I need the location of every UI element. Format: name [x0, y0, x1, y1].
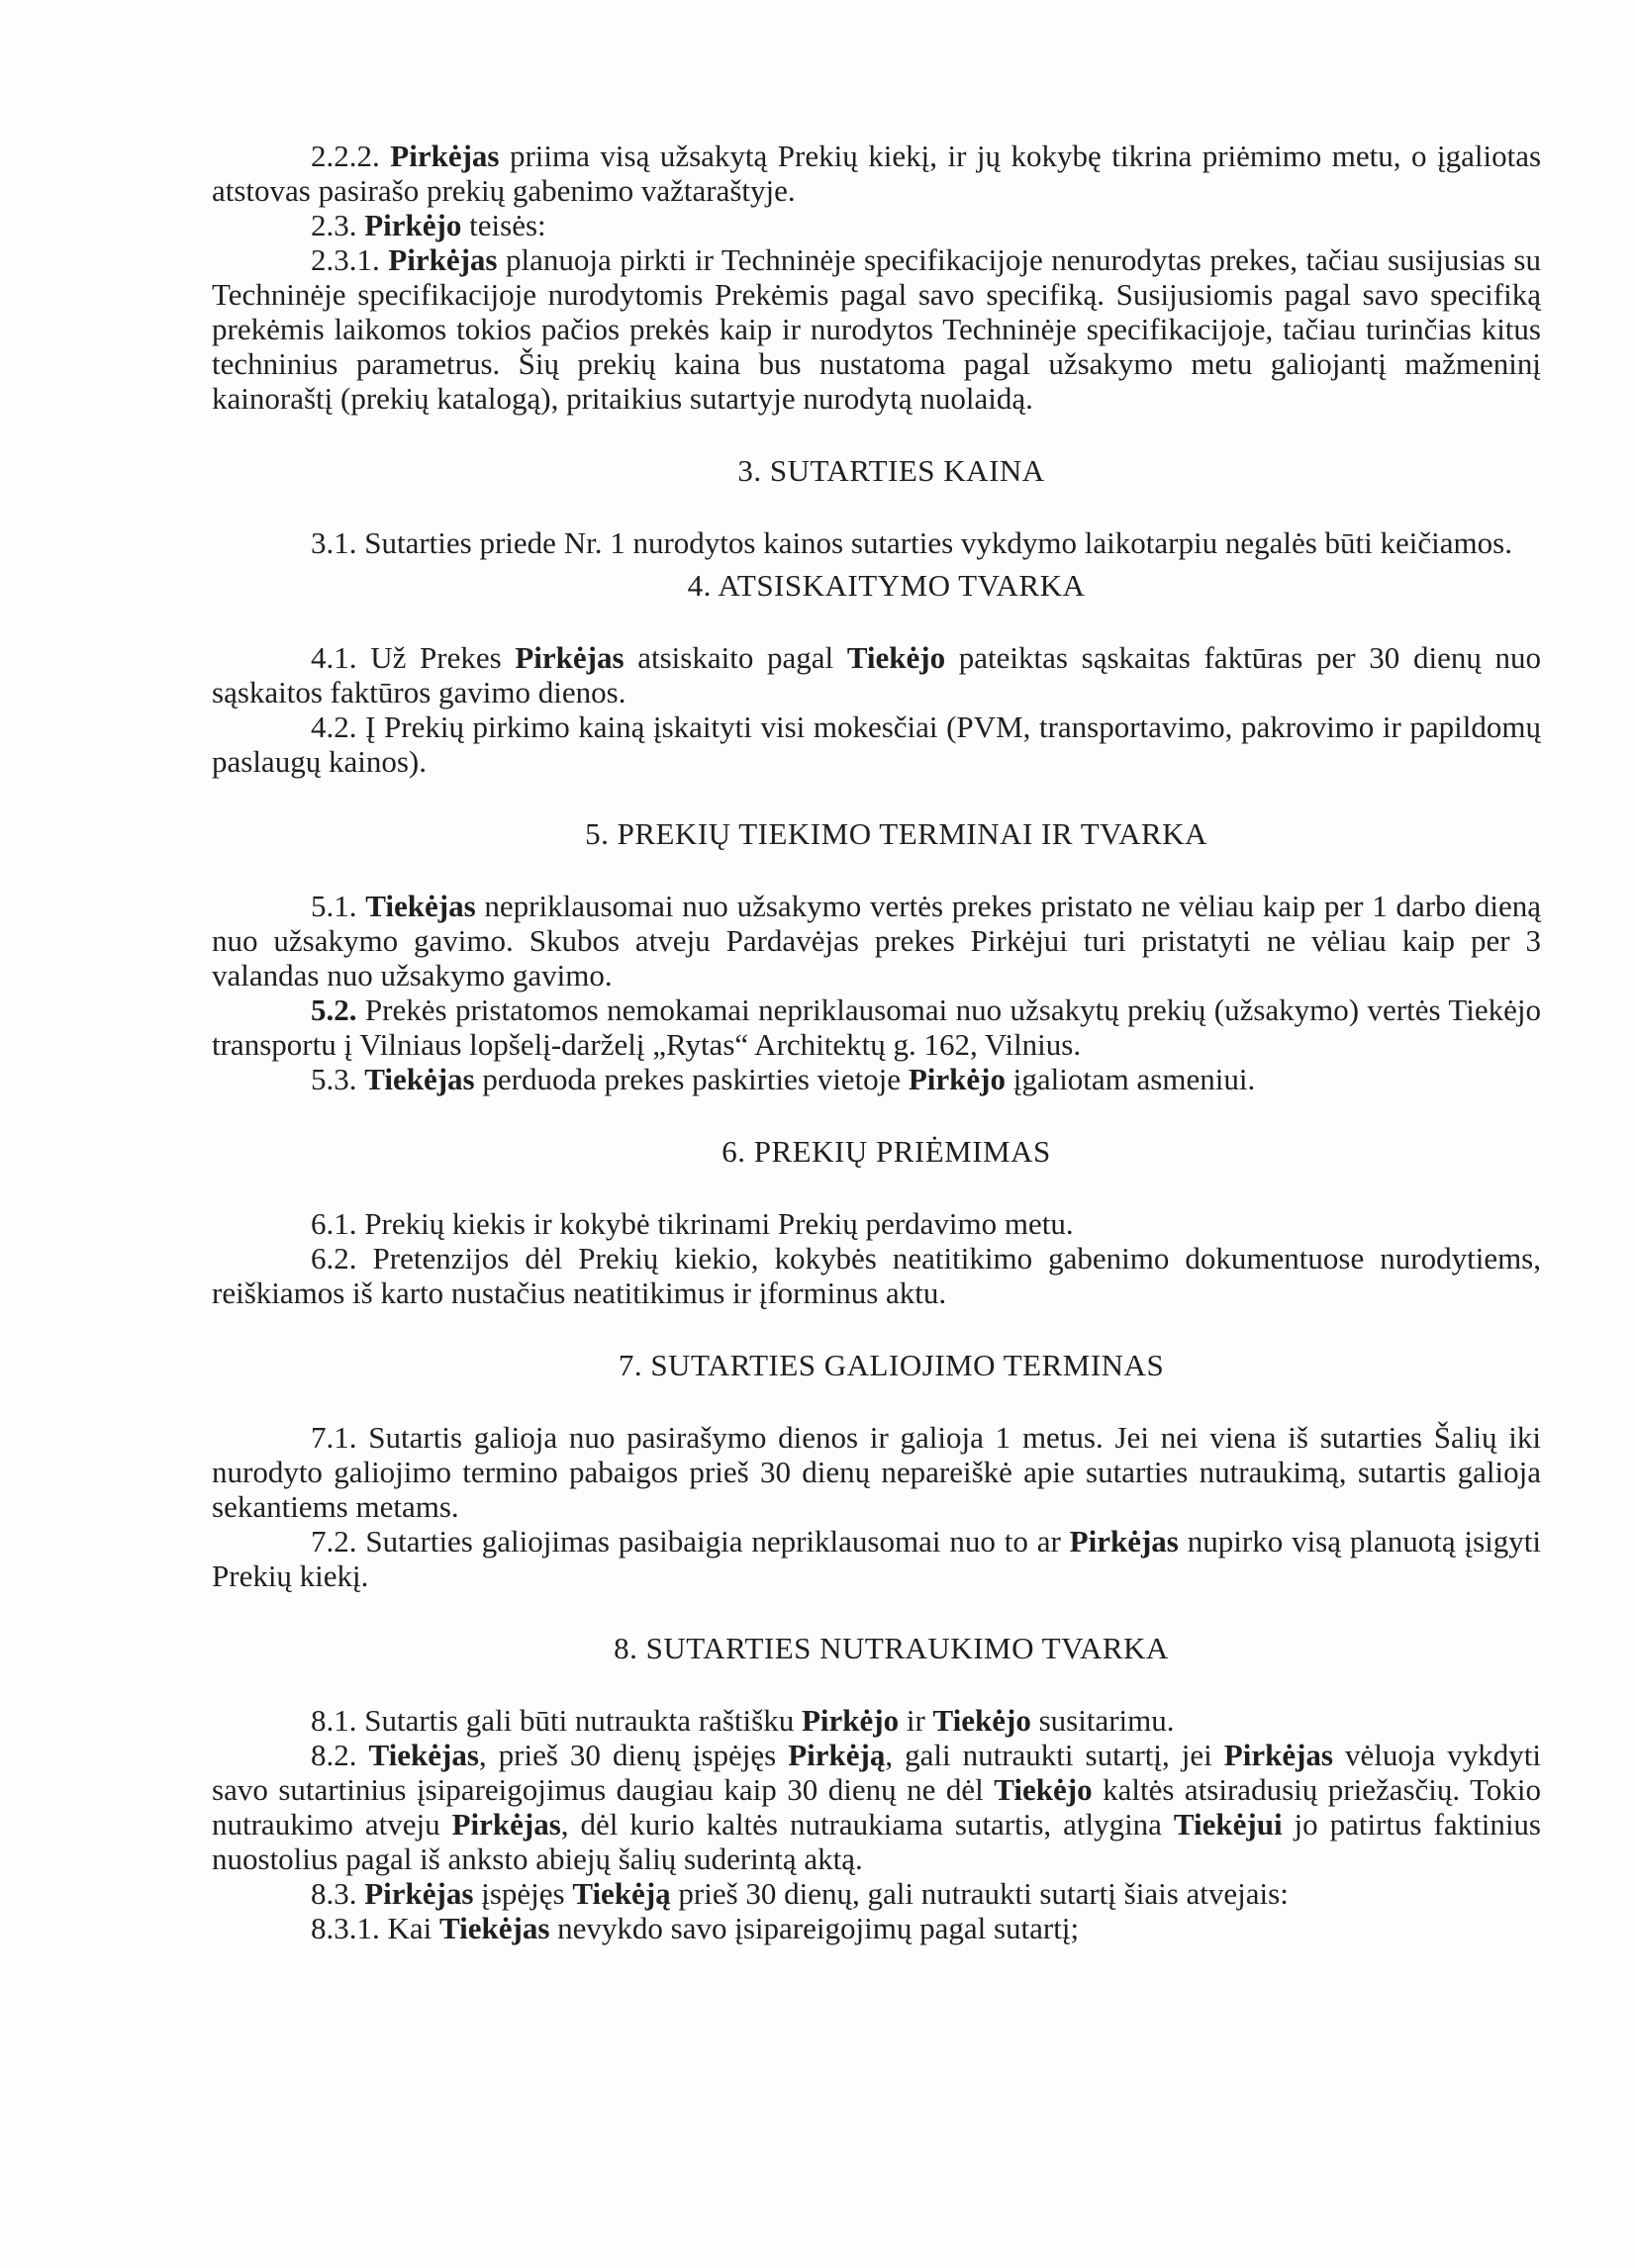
- clause-8-3: 8.3. Pirkėjas įspėjęs Tiekėją prieš 30 dienų, gali nutraukti sutartį šiais atvejais:: [311, 1876, 1289, 1911]
- clause-6-1: 6.1. Prekių kiekis ir kokybė tikrinami Prekių perdavimo metu.: [311, 1206, 1074, 1241]
- section-heading-7: 7. SUTARTIES GALIOJIMO TERMINAS: [618, 1348, 1165, 1382]
- clause-2-3: 2.3. Pirkėjo teisės:: [311, 208, 546, 242]
- clause-4-1: 4.1. Už Prekes Pirkėjas atsiskaito pagal Tiekėjo pateiktas sąskaitas faktūras per 30 dienų nuo sąskaitos faktūros gavimo dienos.: [212, 640, 1542, 709]
- clause-4-2: 4.2. Į Prekių pirkimo kainą įskaityti visi mokesčiai (PVM, transportavimo, pakrovimo ir papildomų paslaugų kainos).: [212, 709, 1541, 779]
- document-body: [212, 139, 1541, 1945]
- section-heading-3: 3. SUTARTIES KAINA: [737, 453, 1045, 488]
- clause-3-1: 3.1. Sutarties priede Nr. 1 nurodytos kainos sutarties vykdymo laikotarpiu negalės būti keičiamos.: [311, 525, 1512, 560]
- clause-5-2: 5.2. Prekės pristatomos nemokamai nepriklausomai nuo užsakytų prekių (užsakymo) vertės Tiekėjo transportu į Vilniaus lopšelį-darželį „Rytas“ Architektų g. 162, Vilnius.: [212, 992, 1541, 1062]
- section-heading-4: 4. ATSISKAITYMO TVARKA: [687, 568, 1086, 603]
- clause-2-2-2: 2.2.2. Pirkėjas priima visą užsakytą Prekių kiekį, ir jų kokybę tikrina priėmimo metu, o įgaliotas atstovas pasirašo prekių gabenimo važtaraštyje.: [212, 139, 1542, 208]
- clause-7-2: 7.2. Sutarties galiojimas pasibaigia nepriklausomai nuo to ar Pirkėjas nupirko visą planuotą įsigyti Prekių kiekį.: [212, 1524, 1542, 1593]
- clause-5-1: 5.1. Tiekėjas nepriklausomai nuo užsakymo vertės prekes pristato ne vėliau kaip per 1 darbo dieną nuo užsakymo gavimo. Skubos atveju Pardavėjas prekes Pirkėjui turi pristatyti ne vėliau kaip per 3 valandas nuo užsakymo gavimo.: [212, 889, 1541, 992]
- section-heading-8: 8. SUTARTIES NUTRAUKIMO TVARKA: [614, 1631, 1169, 1665]
- clause-6-2: 6.2. Pretenzijos dėl Prekių kiekio, kokybės neatitikimo gabenimo dokumentuose nurodytiems, reiškiamos iš karto nustačius neatitikimus ir įforminus aktu.: [212, 1241, 1542, 1310]
- section-heading-5: 5. PREKIŲ TIEKIMO TERMINAI IR TVARKA: [585, 816, 1207, 851]
- clause-8-2: 8.2. Tiekėjas, prieš 30 dienų įspėjęs Pirkėją, gali nutraukti sutartį, jei Pirkėjas vėluoja vykdyti savo sutartinius įsipareigojimus daugiau kaip 30 dienų ne dėl Tiekėjo kaltės atsiradusių priežasčių. Tokio nutraukimo atveju Pirkėjas, dėl kurio kaltės nutraukiama sutartis, atlygina Tiekėjui jo patirtus faktinius nuostolius pagal iš anksto abiejų šalių suderintą aktą.: [212, 1738, 1541, 1876]
- clause-2-3-1: 2.3.1. Pirkėjas planuoja pirkti ir Techninėje specifikacijoje nenurodytas prekes, tačiau susijusias su Techninėje specifikacijoje nurodytomis Prekėmis pagal savo specifiką. Susijusiomis pagal savo specifiką prekėmis laikomos tokios pačios prekės kaip ir nurodytos Techninėje specifikacijoje, tačiau turinčias kitus techninius parametrus. Šių prekių kaina bus nustatoma pagal užsakymo metu galiojantį mažmeninį kainoraštį (prekių katalogą), pritaikius sutartyje nurodytą nuolaidą.: [212, 242, 1541, 416]
- section-heading-6: 6. PREKIŲ PRIĖMIMAS: [721, 1134, 1051, 1169]
- clause-8-1: 8.1. Sutartis gali būti nutraukta raštišku Pirkėjo ir Tiekėjo susitarimu.: [311, 1703, 1175, 1738]
- clause-5-3: 5.3. Tiekėjas perduoda prekes paskirties vietoje Pirkėjo įgaliotam asmeniui.: [311, 1062, 1256, 1096]
- clause-7-1: 7.1. Sutartis galioja nuo pasirašymo dienos ir galioja 1 metus. Jei nei viena iš sutarties Šalių iki nurodyto galiojimo termino pabaigos prieš 30 dienų nepareiškė apie sutarties nutraukimą, sutartis galioja sekantiems metams.: [212, 1420, 1542, 1524]
- clause-8-3-1: 8.3.1. Kai Tiekėjas nevykdo savo įsipareigojimų pagal sutartį;: [311, 1911, 1080, 1945]
